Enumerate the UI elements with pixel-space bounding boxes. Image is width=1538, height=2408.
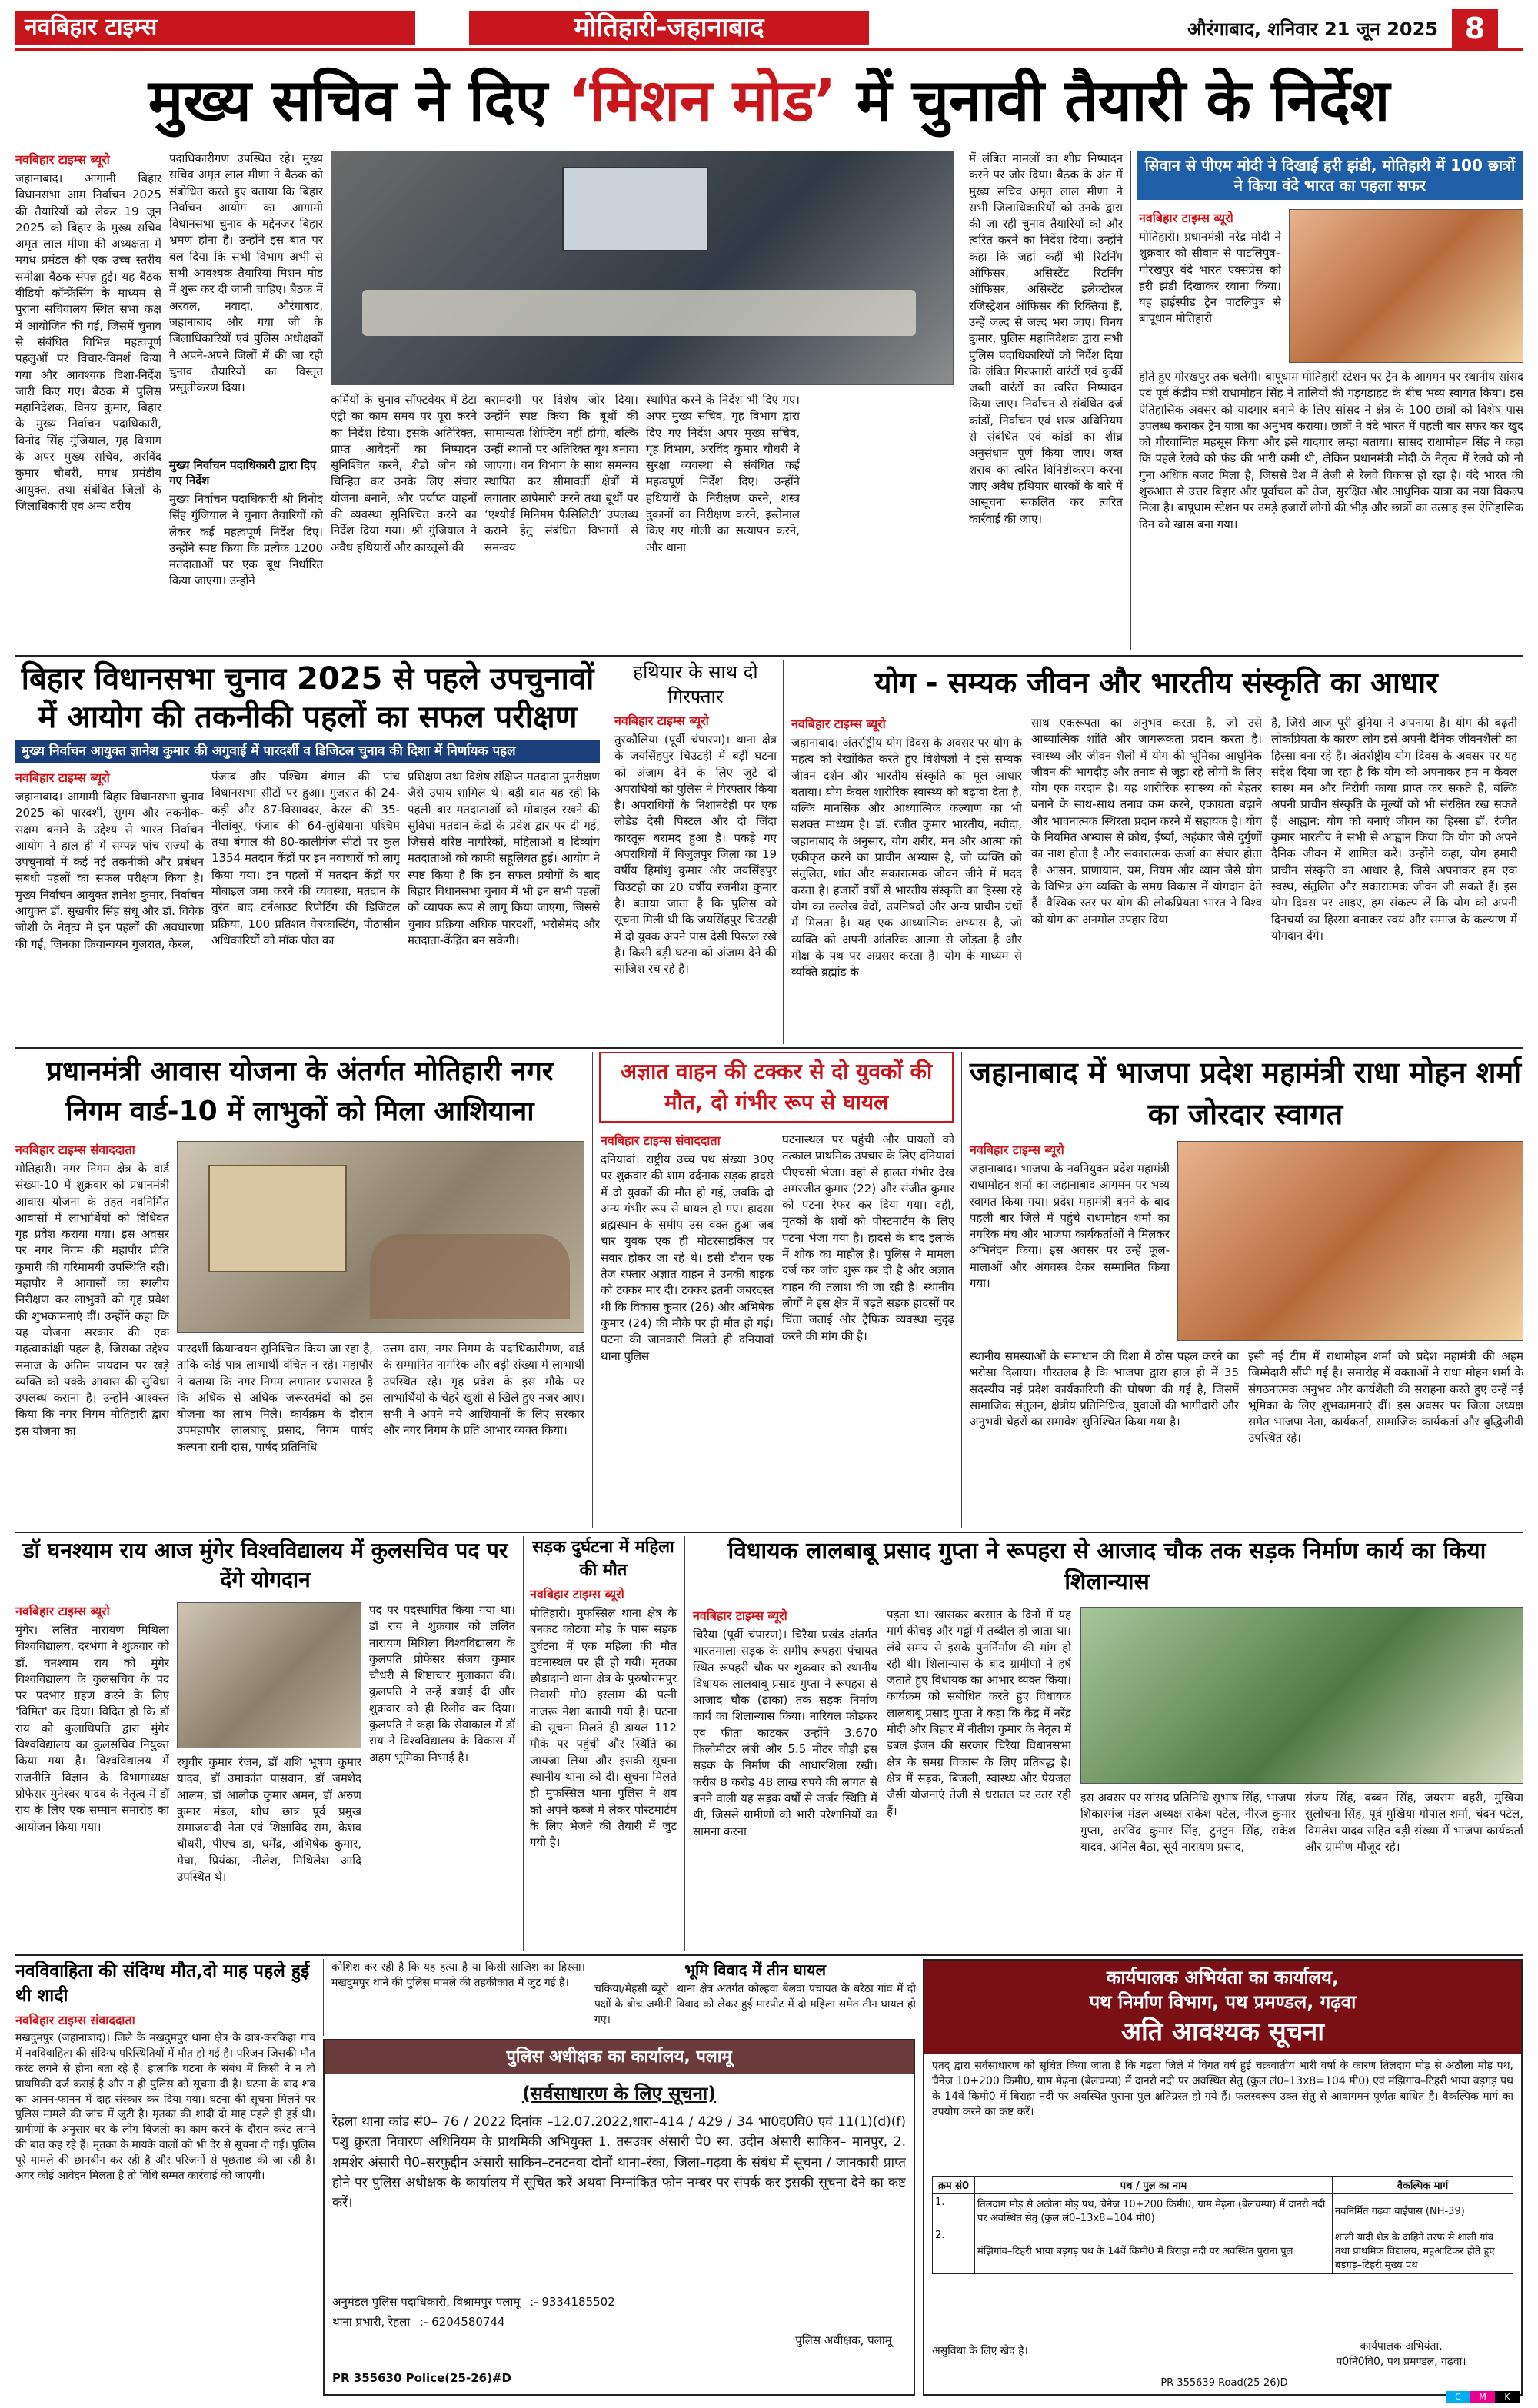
newlywed-story [15,1959,315,2397]
siwan-col-left [1139,209,1281,363]
election-byline: नवबिहार टाइम्स ब्यूरो [15,770,110,785]
ghanshyam-col3-text: पद पर पदस्थापित किया गया था। डॉ राय ने शुक्रवार को ललित नारायण मिथिला विश्वविद्यालय के कुलपति प्रोफेसर संजय कुमार चौधरी से शिष्टाचार मुलाकात की। कुलपति ने उन्हें बधाई दी और शुक्रवार को ही रिलीव कर दिया। कुलपति ने कहा कि सेवाकाल में डॉ राय ने विश्वविद्यालय के विकास में अहम भूमिका निभाई है। [369,1603,515,1764]
yoga-story [783,660,1523,1044]
lead-col-5 [646,392,800,650]
lalbabu-col-1 [693,1607,877,1951]
election-col3-text: प्रशिक्षण तथा विशेष संक्षिप्त मतदाता पुनरीक्षण जैसे उपाय शामिल थे। बड़ी बात यह रही कि पहली बार मतदाताओं को मोबाइल रखने की सुविधा मतदान केंद्रों के प्रवेश द्वार पर दी गई, जिससे वरिष्ठ नागरिकों, महिलाओं व दिव्यांग मतदाताओं को काफी सहूलियत हुई। आयोग ने स्पष्ट किया है कि इन सफल प्रयोगों के बाद बिहार विधानसभा चुनाव में भी इन सभी पहलों को व्यापक रूप से लागू किया जाएगा, जिससे चुनाव प्रक्रिया अधिक पारदर्शी, भरोसेमंद और मतदाता-केंद्रित बन सकेगी। [408,770,600,947]
lalbabu-byline: नवबिहार टाइम्स ब्यूरो [693,1608,787,1623]
police-notice-header: पुलिस अधीक्षक का कार्यालय, पलामू [325,2040,914,2074]
table-cell: 1. [933,2194,975,2227]
weapon-text: तुरकौलिया (पूर्वी चंपारण)। थाना क्षेत्र के जयसिंहपुर चिउटही में बड़ी घटना को अंजाम देने के लिए जुटे दो अपराधियों को पुलिस ने गिरफ्तार किया है। अपराधियों के निशानदेही पर एक लोडेड देसी पिस्टल और दो जिंदा कारतूस बरामद हुआ है। पकड़े गए अपराधियों में बिजुलपुर जिला का 19 वर्षीय हिमांशु कुमार और जयसिंहपुर चिउटही का 20 वर्षीय रजनीश कुमार है। बताया जाता है कि पुलिस को सूचना मिली थी कि जयसिंहपुर चिउटही में दो युवक अपने पास देसी पिस्टल रखे है। किसी बड़ी घटना को अंजाम देने की साजिश रच रहे है। [614,733,777,976]
siwan-story [1130,151,1523,650]
jahanabad-photo [1177,1141,1523,1341]
pwd-code: PR 355639 Road(25-26)D [1160,2377,1288,2389]
divider-1 [15,655,1523,657]
lead-byline: नवबिहार टाइम्स ब्यूरो [15,152,110,167]
newlywed-byline: नवबिहार टाइम्स संवाददाता [15,2013,135,2027]
road-death-story [523,1536,677,1951]
lead-col-1 [15,151,161,650]
lead-col2-text: पदाधिकारीगण उपस्थित रहे। मुख्य सचिव अमृत लाल मीणा ने बैठक को संबोधित करते हुए बताया कि बिहार निर्वाचन आयोग का आगामी विधानसभा चुनाव के मद्देनजर बिहार भ्रमण होना है। उन्होंने इस बात पर बल दिया कि सभी विभाग अभी से सभी आवश्यक तैयारियां मिशन मोड में शुरू कर दी जानी चाहिए। बैठक में अरवल, नवादा, औरंगाबाद, जहानाबाद और गया जी के जिलाधिकारियों एवं पुलिस अधीक्षकों ने अपने-अपने जिलों में की जा रही चुनाव तैयारियों का विस्तृत प्रस्तुतीकरण दिया। [169,151,323,395]
pwd-table-header-row [933,2177,1513,2194]
lead-col3-text: कर्मियों के चुनाव सॉफ्टवेयर में डेटा एंट्री का काम समय पर पूरा करने का निर्देश दिया। इसके अतिरिक्त, प्राप्त आवेदनों का निष्पादन सुनिश्चित करने, शैडो जोन को चिन्हित कर उनके लिए संचार योजना बनाने, और पर्याप्त वाहनों की व्यवस्था सुनिश्चित करने का निर्देश दिया गया। श्री गुंजियाल ने अवैध हथियारों और कारतूसों की [331,393,477,554]
ghanshyam-headline: डॉ घनश्याम राय आज मुंगेर विश्वविद्यालय में कुलसचिव पद पर देंगे योगदान [22,1538,508,1592]
table-cell: नवनिर्मित गढ़वा बाईपास (NH-39) [1333,2194,1513,2227]
lead-col-2 [169,151,323,650]
reg-mark-c: C [1446,2391,1470,2403]
date-line: औरंगाबाद, शनिवार 21 जून 2025 [1187,18,1438,40]
lalbabu-photo [1080,1607,1523,1784]
pwd-sign-1: कार्यपालक अभियंता, [1360,2340,1443,2353]
edition-title: मोतिहारी-जहानाबाद [469,11,869,45]
table-row [933,2227,1513,2274]
police-contact-2 [332,2314,732,2330]
land-note: कोशिश कर रही है कि यह हत्या है या किसी साजिश का हिस्सा। मखदुमपुर थाने की पुलिस मामले की तहकीकात में जुट गई है। [331,1961,585,1989]
lead-col5-text: स्थापित करने के निर्देश भी दिए गए। अपर मुख्य सचिव, गृह विभाग द्वारा दिए गए निर्देश अपर मुख्य सचिव, गृह विभाग, अरविंद कुमार चौधरी ने सुरक्षा व्यवस्था से संबंधित कई महत्वपूर्ण निर्देश दिए। उन्होंने हथियारों के निरीक्षण करने, शस्त्र दुकानों का निरीक्षण करने, इस्तेमाल किए गए गोली का सत्यापन करने, और थाना [646,393,800,554]
siwan-photo-train [1289,209,1523,363]
siwan-byline: नवबिहार टाइम्स ब्यूरो [1139,211,1233,225]
police-notice-subheader: (सर्वसाधारण के लिए सूचना) [521,2083,717,2104]
pwd-header-line1: कार्यपालक अभियंता का कार्यालय, [1106,1967,1340,1988]
accident-story [592,1052,954,1528]
lead-article [15,151,1123,650]
awas-col3-text: उत्तम दास, नगर निगम के पदाधिकारीगण, वार्ड के सम्मानित नागरिक और बड़ी संख्या में लाभार्थी उपस्थित रहे। गृह प्रवेश के इस मौके पर लाभार्थियों के चेहरे खुशी से खिले हुए नजर आए। सभी ने अपने नये आशियानों के लिए सरकार और नगर निगम के प्रति आभार व्यक्त किया। [383,1342,584,1438]
police-contact-2-name: थाना प्रभारी, रेहला [332,2315,411,2329]
pwd-th-sn: क्रम सं0 [933,2177,975,2194]
lead-col4-text: बरामदगी पर विशेष जोर दिया। उन्होंने स्पष्ट किया कि बूथों की सामान्यतः शिफ्टिंग नहीं होगी, बल्कि उन्हीं स्थानों पर अतिरिक्त बूथ बनाया जाएगा। वन विभाग के साथ समन्वय स्थापित कर सीमावर्ती क्षेत्रों में लगातार छापेमारी करने तथा बूथों पर ‘एश्योर्ड मिनिमम फैसिलिटी’ उपलब्ध कराने हेतु संबंधित विभागों से समन्वय [484,393,638,554]
road-death-headline: सड़क दुर्घटना में महिला की मौत [532,1538,674,1580]
election-col-1 [15,769,204,1038]
weapon-story [608,660,777,1044]
accident-headline: अज्ञात वाहन की टक्कर से दो युवकों की मौत, दो गंभीर रूप से घायल [620,1059,933,1115]
lalbabu-col3-text: इस अवसर पर सांसद प्रतिनिधि सुभाष सिंह, भाजपा शिकारगंज मंडल अध्यक्ष राकेश पटेल, नीरज कुमार गुप्ता, अरविंद कुमार सिंह, टुनटुन सिंह, राकेश यादव, अनिल बैठा, सूर्य नारायण प्रसाद, [1080,1791,1296,1854]
lalbabu-col4-text: संजय सिंह, बब्बन सिंह, जयराम बहरी, मुखिया सुलोचना सिंह, पूर्व मुखिया गोपाल शर्मा, चंदन पटेल, विमलेश यादव सहित बड़ी संख्या में भाजपा कार्यकर्ता और ग्रामीण मौजूद रहे। [1305,1791,1523,1854]
awas-col-1 [15,1141,169,1528]
awas-byline: नवबिहार टाइम्स संवाददाता [15,1142,135,1157]
road-death-byline: नवबिहार टाइम्स ब्यूरो [530,1587,624,1601]
newlywed-headline: नवविवाहिता की संदिग्ध मौत,दो माह पहले हुई थी शादी [15,1961,310,2006]
election-col2-text: पंजाब और पश्चिम बंगाल की पांच विधानसभा सीटों पर हुआ। गुजरात की 24-कड़ी और 87-विसावदर, केरल की 35-नीलांबूर, पंजाब की 64-लुधियाना पश्चिम तथा बंगाल की 80-कालीगंज सीटों पर कुल 1354 मतदान केंद्रों पर इन नवाचारों को लागू किया गया। इन पहलों में मतदान केंद्रों पर मोबाइल जमा करने की व्यवस्था, मतदान के तुरंत बाद टर्नआउट रिपोर्टिंग की डिजिटल प्रक्रिया, 100 प्रतिशत वेबकास्टिंग, पीठासीन अधिकारियों को मॉक पोल का [211,770,400,947]
meeting-screen-graphic [562,167,708,251]
accident-col-1 [601,1132,774,1528]
siwan-text-b: होते हुए गोरखपुर तक चलेगी। बापूधाम मोतिहारी स्टेशन पर ट्रेन के आगमन पर स्थानीय सांसद एवं पूर्व केंद्रीय मंत्री राधामोहन सिंह ने तालियों की गड़गड़ाहट के बीच भव्य स्वागत किया। इस ऐतिहासिक अवसर को यादगार बनाने के लिए सांसद ने क्षेत्र के 100 छात्रों को विशेष पास उपलब्ध कराकर ट्रेन यात्रा का अनुभव कराया। छात्रों ने वंदे भारत में पहली बार सफर कर खुद को गौरवान्वित महसूस किया और इसे यादगार लम्हा बताया। सांसद राधामोहन सिंह ने कहा कि पहले रेलवे को फंड की भारी कमी थी, लेकिन प्रधानमंत्री मोदी के नेतृत्व में रेलवे को नौ गुना अधिक बजट मिला है, जिससे देश में तेजी से रेलवे विकास हो रहा है। वंदे भारत की शुरुआत से उत्तर बिहार और पूर्वांचल को तेज, सुरक्षित और आधुनिक यात्रा का नया विकल्प मिला है। बापूधाम स्टेशन पर उमड़े हजारों लोगों की भीड़ और छात्रों का उत्साह इस ऐतिहासिक दिन को खास बना गया। [1139,370,1523,531]
ghanshyam-photo [177,1602,361,1748]
pwd-title: अति आवश्यक सूचना [1120,2017,1325,2047]
house-graphic [208,1165,347,1272]
paper-name: नवबिहार टाइम्स [15,11,415,45]
election-story [15,660,600,1044]
newlywed-text: मखदुमपुर (जहानाबाद)। जिले के मखदुमपुर थाना क्षेत्र के ढाब-करकिहा गांव में नवविवाहिता की संदिग्ध परिस्थितियों में मौत हो गई है। परिजन जिसकी मौत करंट लगने से होना बता रहे हैं। हालांकि घटना के संबंध में किसी ने न तो प्राथमिकी दर्ज कराई है और न ही पुलिस को सूचना दी है। घटना के बाद शव का आनन-फानन में दाह संस्कार कर दिया गया। घटना की सूचना मिलने पर पुलिस मामले की जांच में जुटी है। मृतका की शादी दो माह पहले ही हुई थी। ग्रामीणों के अनुसार घर के लोग बिजली का काम करने के दौरान करंट लगने की बात कह रहे हैं। मृतका के मायके वालों को भी देर से सूचना दी गई। पुलिस पूरे मामले की छानबीन कर रही है और परिजनों से पूछताछ की जा रही है। अगर कोई आवेदन मिलता है तो विधि सम्मत कार्रवाई की जाएगी। [15,2032,315,2182]
land-headline: भूमि विवाद में तीन घायल [684,1961,827,1979]
yoga-col1-text: जहानाबाद। अंतर्राष्ट्रीय योग दिवस के अवसर पर योग के महत्व को रेखांकित करते हुए विशेषज्ञों ने इसे सम्यक जीवन दर्शन और भारतीय संस्कृति का मूल आधार बताया। योग केवल शारीरिक स्वास्थ्य को बढ़ावा देता है, बल्कि मानसिक और आध्यात्मिक कल्याण का भी सशक्त माध्यम है। डॉ. रंजीत कुमार भारतीय, नवीदा, जहानाबाद के अनुसार, योग शरीर, मन और आत्मा को एकीकृत करने का प्राचीन अभ्यास है, जो व्यक्ति को संतुलित, शांत और सकारात्मक जीवन जीने में मदद करता है। हजारों वर्षों से भारतीय संस्कृति का हिस्सा रहे योग का उल्लेख वेदों, उपनिषदों और अन्य प्राचीन ग्रंथों में मिलता है। यह एक आध्यात्मिक अभ्यास है, जो व्यक्ति को अपनी आंतरिक आत्मा से जोड़ता है और मोक्ष के पथ पर अग्रसर करता है। योग के माध्यम से व्यक्ति ब्रह्मांड के [791,736,1022,979]
lalbabu-col2-text: पड़ता था। खासकर बरसात के दिनों में यह मार्ग कीचड़ और गड्ढों में तब्दील हो जाता था। लंबे समय से इसके पुनर्निर्माण की मांग हो रही थी। शिलान्यास के बाद ग्रामीणों ने हर्ष जताते हुए विधायक का आभार व्यक्त किया। कार्यक्रम को संबोधित करते हुए विधायक लालबाबू प्रसाद गुप्ता ने कहा कि केंद्र में नरेंद्र मोदी और बिहार में नीतीश कुमार के नेतृत्व में डबल इंजन की सरकार चिरैया विधानसभा क्षेत्र के समग्र विकास के लिए प्रतिबद्ध है। क्षेत्र में सड़क, बिजली, स्वास्थ्य और पेयजल जैसी योजनाएं तेजी से धरातल पर उतर रही हैं। [887,1608,1071,1818]
jahanabad-byline: नवबिहार टाइम्स ब्यूरो [970,1142,1064,1157]
election-col1-text: जहानाबाद। आगामी बिहार विधानसभा चुनाव 2025 को पारदर्शी, सुगम और तकनीक-सक्षम बनाने के उद्देश्य से भारत निर्वाचन आयोग ने हाल ही में सम्पन्न पांच राज्यों के उपचुनावों में कई नई तकनीकी और प्रबंधन संबंधी पहलों का सफल परीक्षण किया है। मुख्य निर्वाचन आयुक्त ज्ञानेश कुमार, निर्वाचन आयुक्त डॉ. सुखबीर सिंह संधू और डॉ. विवेक जोशी के नेतृत्व में इन पहलों की अवधारणा की गई, जिनका क्रियान्वयन गुजरात, केरल, [15,790,204,951]
awas-col2-text: पारदर्शी क्रियान्वयन सुनिश्चित किया जा रहा है, ताकि कोई पात्र लाभार्थी वंचित न रहे। महापौर ने बताया कि नगर निगम लगातार प्रयासरत है कि अधिक से अधिक जरूरतमंदों को इस योजना का लाभ मिले। कार्यक्रम के दौरान उपमहापौर लालबाबू प्रसाद, निगम पार्षद कल्पना रानी दास, पार्षद प्रतिनिधि [177,1342,373,1454]
land-story [323,1959,915,2036]
lead-headline [15,58,1523,143]
police-contact-1-name: अनुमंडल पुलिस पदाधिकारी, विश्रामपुर पलामू [332,2295,521,2309]
awas-photo-houses [177,1141,584,1333]
pwd-notice [923,1959,1523,2396]
meeting-table-graphic [362,290,916,336]
road-death-text: मोतिहारी। मुफस्सिल थाना क्षेत्र के बनकट कोटवा मोड़ के पास सड़क दुर्घटना में एक महिला की मौत घटनास्थल पर ही हो गयी। मृतका छौडादानो थाना क्षेत्र के पुरुषोत्तमपुर निवासी मो0 इस्लाम की पत्नी नाजरू नेशा बतायी गयी है। घटना की सूचना मिलते ही डायल 112 मौके पर पहुंची और स्थिति का जायजा लिया और इसकी सूचना स्थानीय थाना को दी। सूचना मिलते ही मुफस्सिल थाना पुलिस ने शव को अपने कब्जे में लेकर पोस्टमार्टम के लिए भेजने की तैयारी में जुट गयी है। [530,1606,677,1850]
divider-4 [15,1954,1523,1956]
jahanabad-story [961,1052,1523,1528]
reg-mark-k: K [1495,2391,1520,2403]
yoga-col-1 [791,715,1022,1038]
pwd-header-line2: पथ निर्माण विभाग, पथ प्रमण्डल, गढ़वा [1089,1991,1357,2013]
lead-col6-text: में लंबित मामलों का शीघ्र निष्पादन करने पर जोर दिया। बैठक के अंत में मुख्य सचिव अमृत लाल मीणा ने सभी जिलाधिकारियों को उनके द्वारा की जा रही चुनाव तैयारियों को और त्वरित करने का निर्देश दिया। उन्होंने कहा कि जहां कहीं भी रिटर्निंग ऑफिसर, असिस्टेंट रिटर्निंग ऑफिसर, असिस्टेंट इलेक्टोरल रजिस्ट्रेशन ऑफिसर की रिक्तियां हैं, उन्हें जल्द से जल्द भरा जाए। विनय कुमार, पुलिस महानिदेशक द्वारा सभी पुलिस पदाधिकारियों को निर्देश दिया कि लंबित गिरफ्तारी वारंटों एवं कुर्की जब्ती वारंटों का त्वरित निष्पादन किया जाए। निर्वाचन से संबंधित दर्ज कांडों, निर्वाचन एवं शस्त्र अधिनियम से संबंधित एवं कांडों का शीघ्र अनुसंधान पूर्ण किया जाए। जब्त शराब का त्वरित विनिष्टीकरण करना जाए अवैध हथियार धारकों के बारे में आसूचना संकलित कर त्वरित कार्रवाई की जाए। [969,151,1123,526]
election-subhead: मुख्य निर्वाचन आयुक्त ज्ञानेश कुमार की अगुवाई में पारदर्शी व डिजिटल चुनाव की दिशा में निर्णायक पहल [15,740,600,763]
awas-col1-text: मोतिहारी। नगर निगम क्षेत्र के वार्ड संख्या-10 में शुक्रवार को प्रधानमंत्री आवास योजना के तहत नवनिर्मित आवासों में लाभार्थियों को विधिवत गृह प्रवेश कराया गया। इस अवसर पर नगर निगम की महापौर प्रीति कुमारी की गरिमामयी उपस्थिति रही। महापौर ने आवासों का स्थलीय निरीक्षण कर लाभुकों को गृह प्रवेश की शुभकामनाएं दीं। उन्होंने कहा कि यह योजना सरकार की एक महत्वाकांक्षी पहल है, जिसका उद्देश्य समाज के अंतिम पायदान पर खड़े व्यक्ति को पक्के आवास की सुविधा उपलब्ध कराना है। उन्होंने आश्वस्त किया कि नगर निगम मोतिहारी द्वारा इस योजना का [15,1162,169,1438]
pwd-table [932,2176,1513,2274]
pwd-sign-2: प0नि0वि0, पथ प्रमण्डल, गढ़वा। [1336,2356,1466,2368]
lead-photo-meeting [331,151,954,385]
lalbabu-col1-text: चिरैया (पूर्वी चंपारण)। चिरैया प्रखंड अंतर्गत भारतमाला सड़क के समीप रूपहरा पंचायत स्थित रूपहरी चौक पर शुक्रवार को स्थानीय विधायक लालबाबू प्रसाद गुप्ता ने रूपहरा से आजाद चौक (ढाका) तक सड़क निर्माण कार्य का शिलान्यास किया। नारियल फोड़कर एवं फीता काटकर उन्होंने 3.670 किलोमीटर लंबी और 5.5 मीटर चौड़ी इस सड़क के निर्माण की आधारशिला रखी। करीब 8 करोड़ 48 लाख रुपये की लागत से बनने वाली यह सड़क वर्षों से जर्जर स्थिति में थी, जिससे ग्रामीणों को भारी परेशानियों का सामना करना [693,1628,877,1838]
weapon-headline: हथियार के साथ दो गिरफ्तार [633,661,758,707]
lead-col-4 [484,392,638,650]
pwd-th-road: पथ / पुल का नाम [975,2177,1333,2194]
lead-col1-text: जहानाबाद। आगामी बिहार विधानसभा आम निर्वाचन 2025 की तैयारियों को लेकर 19 जून 2025 को बिहार के मुख्य सचिव अमृत लाल मीणा की अध्यक्षता में मगध प्रमंडल की एक उच्च स्तरीय समीक्षा बैठक संपन्न हुई। यह बैठक वीडियो कॉन्फ्रेंसिंग के माध्यम से पुराना सचिवालय स्थित सभा कक्ष में आयोजित की गई, जिसमें चुनाव से संबंधित विभिन्न महत्वपूर्ण पहलुओं पर विचार-विमर्श किया गया और आवश्यक दिशा-निर्देश जारी किए गए। बैठक में पुलिस महानिदेशक, विनय कुमार, बिहार के मुख्य निर्वाचन पदाधिकारी, विनोद सिंह गुंजियाल, गृह विभाग के अपर मुख्य सचिव, अरविंद कुमार चौधरी, मगध प्रमंडीय आयुक्त, तथा संबंधित जिलों के जिलाधिकारी एवं अन्य वरीय [15,171,161,513]
table-cell: मंझिगांव–टिहरी भाया बड़गड़ पथ के 14वें किमी0 में बिराहा नदी पर अवस्थित पुराना पुल [975,2227,1333,2274]
accident-headline-box [599,1052,954,1123]
weapon-byline: नवबिहार टाइम्स ब्यूरो [614,713,709,728]
lead-headline-b: ‘मिशन मोड’ [568,66,837,135]
police-contact-1 [332,2294,732,2310]
lead-col2b-text: मुख्य निर्वाचन पदाधिकारी श्री विनोद सिंह गुंजियाल ने चुनाव तैयारियों को लेकर कई महत्वपूर्ण निर्देश दिए। उन्होंने स्पष्ट किया कि प्रत्येक 1200 मतदाताओं पर एक बूथ निर्धारित किया जाएगा। उन्होंने [169,492,323,588]
police-sign: पुलिस अधीक्षक, पलामू [795,2333,892,2347]
pwd-footer-left: असुविधा के लिए खेद है। [932,2345,1028,2357]
yoga-col3-text: है, जिसे आज पूरी दुनिया ने अपनाया है। योग की बढ़ती लोकप्रियता के कारण लोग इसे अपनी दैनिक जीवनशैली का हिस्सा बना रहे हैं। अंतर्राष्ट्रीय योग दिवस के अवसर पर यह संदेश दिया जा रहा है कि योग को अपनाकर हम न केवल स्वस्थ मन और निरोगी काया प्राप्त कर सकते हैं, बल्कि अपनी प्राचीन संस्कृति के मूल्यों को भी संरक्षित रख सकते हैं। आह्वान: योग को बनाएं जीवन का हिस्सा डॉ. रंजीत कुमार भारतीय ने सभी से आह्वान किया कि योग को अपने दैनिक जीवन में शामिल करें। उन्होंने कहा, योग हमारी प्राचीन संस्कृति का आधार है, जिसे अपनाकर हम एक स्वस्थ, संतुलित और सकारात्मक जीवन जी सकते हैं। इस योग दिवस पर आइए, हम संकल्प लें कि योग को अपनी दिनचर्या का हिस्सा बनाकर स्वयं और समाज के कल्याण में योगदान देंगे। [1271,716,1517,943]
land-text: चकिया/मेहसी ब्यूरो। थाना क्षेत्र अंतर्गत कोल्हवा बेलवा पंचायत के बरेठा गांव में दो पक्षों के बीच जमीनी विवाद को लेकर हुई मारपीट में दो महिला समेत तीन घायल हो गए। [594,1983,916,2026]
table-cell: शाली यादी शेड के दाहिने तरफ से शाली गांव तथा प्राथमिक विद्यालय, महुआटिकर होते हुए बड़गड़–टिहरी मुख्य पथ [1333,2227,1513,2274]
awas-story [15,1052,584,1528]
lead-col2-subhead: मुख्य निर्वाचन पदाधिकारी द्वारा दिए गए निर्देश [169,458,317,487]
lead-col-3 [331,392,477,650]
accident-col1-text: दनियावां। राष्ट्रीय उच्च पथ संख्या 30ए पर शुक्रवार की शाम दर्दनाक सड़क हादसे में दो युवकों की मौत हो गई, जबकि दो अन्य गंभीर रूप से घायल हो गए। हादसा ब्रह्मस्थान के समीप उस वक्त हुआ जब चार युवक एक ही मोटरसाइकिल पर सवार होकर जा रहे थे। इसी दौरान एक तेज रफ्तार अज्ञात वाहन ने उनकी बाइक को टक्कर मार दी। टक्कर इतनी जबरदस्त थी कि विकास कुमार (26) और अभिषेक कुमार (24) की मौके पर ही मौत हो गई। घटना की जानकारी मिलते ही दनियावां थाना पुलिस [601,1152,774,1363]
ghanshyam-col2-text: रघुवीर कुमार रंजन, डॉ शशि भूषण कुमार यादव, डॉ उमाकांत पासवान, डॉ जमशेद आलम, डॉ आलोक कुमार अमन, डॉ अरुण कुमार मंडल, शोध छात्र पूर्व प्रमुख समाजवादी नेता एवं शिक्षाविद राम, केशव चौधरी, पीएच डा, धर्मेंद्र, अभिषेक कुमार, मेघा, प्रियंका, नीलेश, मिथिलेश आदि उपस्थित थे। [177,1755,361,1884]
table-row [933,2194,1513,2227]
police-contact-2-phone: :- 6204580744 [419,2315,505,2329]
page-number: 8 [1452,9,1498,48]
lalbabu-story [684,1536,1523,1951]
pwd-th-alt: वैकल्पिक मार्ग [1333,2177,1513,2194]
yoga-byline: नवबिहार टाइम्स ब्यूरो [791,717,886,731]
lead-headline-a: मुख्य सचिव ने दिए [148,66,568,135]
crowd-graphic [370,1234,570,1319]
lead-col-6 [969,151,1123,650]
siwan-text-a: मोतिहारी। प्रधानमंत्री नरेंद्र मोदी ने शुक्रवार को सीवान से पाटलिपुत्र–गोरखपुर वंदे भारत एक्सप्रेस को हरी झंडी दिखाकर रवाना किया। यह हाईस्पीड ट्रेन पाटलिपुत्र से बापूधाम मोतिहारी [1139,230,1281,326]
yoga-col2-text: साथ एकरूपता का अनुभव करता है, जो उसे आध्यात्मिक शांति और जागरूकता प्रदान करता है। स्वास्थ्य और जीवन शैली में योग की भूमिका आधुनिक जीवन की भागदौड़ और तनाव से जूझ रहे लोगों के लिए योग एक वरदान है। यह शारीरिक स्वास्थ्य को बेहतर बनाने के साथ-साथ तनाव कम करने, एकाग्रता बढ़ाने और भावनात्मक स्थिरता प्रदान करने में सहायक है। योग के नियमित अभ्यास से क्रोध, ईर्ष्या, अहंकार जैसे दुर्गुणों का नाश होता है और सकारात्मक ऊर्जा का संचार होता है। आसन, प्राणायाम, यम, नियम और ध्यान जैसे योग के विभिन्न अंग व्यक्ति के समग्र विकास में योगदान देते हैं। वैश्विक स्तर पर योग की लोकप्रियता भारत ने विश्व को योग का अनमोल उपहार दिया [1031,716,1262,926]
jahanabad-col1-text: स्थानीय समस्याओं के समाधान की दिशा में ठोस पहल करने का भरोसा दिलाया। गौरतलब है कि भाजपा द्वारा हाल ही में 35 सदस्यीय नई प्रदेश कार्यकारिणी की घोषणा की गई है, जिसमें सामाजिक संतुलन, क्षेत्रीय प्रतिनिधित्व, युवाओं की भागीदारी और अनुभवी चेहरों का समावेश सुनिश्चित किया गया है। [970,1349,1239,1429]
accident-byline: नवबिहार टाइम्स संवाददाता [601,1133,721,1148]
jahanabad-text-a: जहानाबाद। भाजपा के नवनियुक्त प्रदेश महामंत्री राधामोहन शर्मा का जहानाबाद आगमन पर भव्य स्वागत किया गया। प्रदेश महामंत्री बनने के बाद पहली बार जिले में पहुंचे राधामोहन शर्मा का नगरिक मंच और भाजपा कार्यकर्ताओं ने मिलकर अभिनंदन किया। इस अवसर पर उन्हें फूल-मालाओं और अंगवस्त्र देकर सम्मानित किया गया। [970,1162,1170,1291]
police-notice-body: रेहला थाना कांड सं0– 76 / 2022 दिनांक –12.07.2022,धारा–414 / 429 / 34 भा0द0वि0 एवं 11(1)(d)(f) पशु क्रुरता निवारण अधिनियम के प्राथमिकी अभियुक्त 1. तसउवर अंसारी पे0 स्व. उदीन अंसारी साकिन– मानपुर, 2. शमशेर अंसारी पे0–सरफुद्दीन अंसारी साकिन–टनटनवा दोनों थाना–रंका, जिला–गढ़वा के संबंध में सूचना / जानकारी प्राप्त होने पर पुलिस अधीक्षक के कार्यालय में सूचित करें अथवा निम्नांकित फोन नम्बर पर संपर्क कर इसकी सूचना देने का कष्ट करें। [332,2114,906,2211]
jahanabad-col2-text: इसी नई टीम में राधामोहन शर्मा को प्रदेश महामंत्री की अहम जिम्मेदारी सौंपी गई है। समारोह में वक्ताओं ने राधा मोहन शर्मा के संगठनात्मक अनुभव और कार्यशैली की सराहना करते हुए उन्हें नई भूमिका के लिए शुभकामनाएं दीं। इस अवसर पर जिला अध्यक्ष समेत भाजपा नेता, कार्यकर्ता, सामाजिक कार्यकर्ता और बुद्धिजीवी उपस्थित रहे। [1248,1349,1523,1445]
table-cell: 2. [933,2227,975,2274]
ghanshyam-byline: नवबिहार टाइम्स ब्यूरो [15,1604,110,1618]
ghanshyam-story [15,1536,515,1951]
reg-mark-m: M [1470,2391,1495,2403]
masthead [15,8,1523,51]
awas-headline: प्रधानमंत्री आवास योजना के अंतर्गत मोतिहारी नगर निगम वार्ड-10 में लाभुकों को मिला आशियाना [46,1056,554,1127]
police-contact-1-phone: :- 9334185502 [530,2295,615,2309]
accident-col2-text: घटनास्थल पर पहुंची और घायलों को तत्काल प्राथमिक उपचार के लिए दनियावां पीएचसी भेजा। वहां से हालत गंभीर देख अमरजीत कुमार (22) और संजीत कुमार को पटना रेफर कर दिया गया। वहीं, मृतकों के शवों को पोस्टमार्टम के लिए पटना भेजा गया है। हादसे के बाद इलाके में शोक का माहौल है। पुलिस ने मामला दर्ज कर जांच शुरू कर दी है और अज्ञात वाहन की तलाश की जा रही है। स्थानीय लोगों ने इस क्षेत्र में बढ़ते सड़क हादसों पर चिंता जताई और ट्रैफिक व्यवस्था सुदृढ़ करने की मांग की है। [782,1132,954,1343]
police-notice [323,2039,915,2396]
ghanshyam-col1-text: मुंगेर। ललित नारायण मिथिला विश्वविद्यालय, दरभंगा ने शुक्रवार को डॉ. घनश्याम राय को मुंगेर विश्वविद्यालय के कुलसचिव के पद पर पदभार ग्रहण करने के लिए 'विमित' कर दिया। विदित हो कि डॉ राय को कुलाधिपति द्वारा मुंगेर विश्वविद्यालय का कुलसचिव नियुक्त किया गया है। विश्वविद्यालय में राजनीति विज्ञान के विभागाध्यक्ष प्रोफेसर मुनेश्वर यादव के नेतृत्व में डॉ राय के लिए एक सम्मान समारोह का आयोजन किया गया। [15,1623,169,1834]
jahanabad-headline: जहानाबाद में भाजपा प्रदेश महामंत्री राधा मोहन शर्मा का जोरदार स्वागत [969,1056,1522,1131]
election-headline: बिहार विधानसभा चुनाव 2025 से पहले उपचुनावों में आयोग की तकनीकी पहलों का सफल परीक्षण [21,661,594,735]
divider-2 [15,1047,1523,1049]
table-cell: तिलदाग मोड़ से अठौला मोड़ पथ, चैनेज 10+200 किमी0, ग्राम मेढ़ना (बेलचम्पा) में दानरो नदी पर अवस्थित सेतु (कुल लं0–13x8=104 मी0) [975,2194,1333,2227]
siwan-headline: सिवान से पीएम मोदी ने दिखाई हरी झंडी, मोतिहारी में 100 छात्रों ने किया वंदे भारत का पहला सफर [1137,151,1523,200]
lalbabu-headline: विधायक लालबाबू प्रसाद गुप्ता ने रूपहरा से आजाद चौक तक सड़क निर्माण कार्य का किया शिलान्यास [727,1538,1486,1595]
registration-marks [1446,2391,1520,2403]
jahanabad-col-top [970,1141,1170,1341]
pwd-header-block [924,1961,1521,2054]
ghanshyam-col-1 [15,1602,169,1951]
divider-3 [15,1532,1523,1533]
police-code: PR 355630 Police(25-26)#D [332,2371,511,2385]
pwd-body: एतद् द्वारा सर्वसाधारण को सूचित किया जाता है कि गढ़वा जिले में विगत वर्ष हुई चक्रवातीय भारी वर्षा के कारण तिलदाग मोड़ से अठौला मोड़ पथ, चैनेज 10+200 किमी0, ग्राम मेढ़ना (बेलचम्पा) में दानरो नदी पर अवस्थित सेतु (कुल लं0–13x8=104 मी0) एवं मंझिगांव–टिहरी भाया बड़गड़ पथ के 14वें किमी0 में बिराहा नदी पर अवस्थित पुराना पुल क्षतिग्रस्त हो गये हैं। फलस्वरूप उक्त सेतु से आवागमन पूर्णतः बाधित है। वैकल्पिक मार्ग का उपयोग करने का कष्ट करें। [932,2060,1513,2118]
yoga-headline: योग - सम्यक जीवन और भारतीय संस्कृति का आधार [874,666,1438,700]
lead-headline-c: में चुनावी तैयारी के निर्देश [836,66,1390,135]
